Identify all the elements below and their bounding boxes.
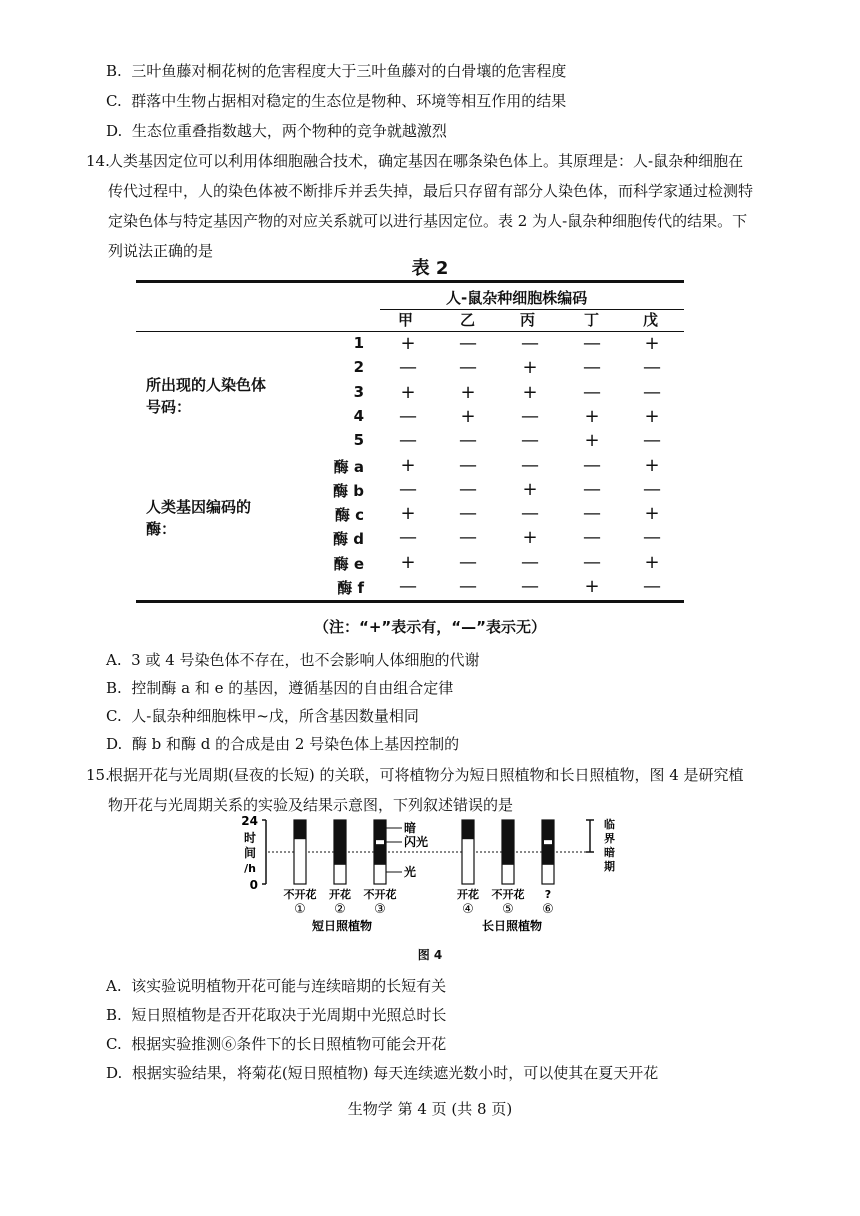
table-cell: — — [399, 405, 417, 427]
row-label: 4 — [353, 406, 364, 425]
table-cell: — — [643, 430, 661, 452]
table-cell: + — [644, 333, 660, 354]
table-cell: — — [643, 576, 661, 597]
dark-period-bar — [294, 820, 306, 839]
column-header-ding: 丁 — [584, 311, 600, 329]
table-cell: + — [400, 503, 416, 525]
q14-option-d: D. 酶 b 和酶 d 的合成是由 2 号染色体上基因控制的 — [106, 735, 460, 753]
table-note: （注：“+”表示有，“—”表示无） — [313, 618, 546, 636]
table-cell: — — [643, 381, 661, 403]
page-footer: 生物学 第 4 页 (共 8 页) — [347, 1100, 513, 1118]
table-cell: — — [399, 430, 417, 452]
q15-option-a: A. 该实验说明植物开花可能与连续暗期的长短有关 — [106, 977, 447, 995]
row-label: 酶 c — [334, 506, 364, 525]
table-cell: — — [459, 478, 477, 500]
legend-light: 光 — [404, 865, 417, 879]
column-header-bing: 丙 — [520, 311, 536, 329]
table-cell: — — [521, 454, 539, 476]
y-tick-24: 24 — [241, 814, 258, 828]
table-cell: + — [522, 357, 538, 379]
table-cell: — — [459, 503, 477, 525]
table-cell: + — [584, 405, 600, 427]
flash-mark — [544, 840, 552, 844]
dark-period-bar — [462, 820, 474, 839]
critical-label-2: 界 — [604, 832, 615, 845]
bar-result-label: 不开花 — [283, 888, 317, 901]
table-cell: — — [459, 454, 477, 476]
bar-result-label: ? — [544, 888, 552, 901]
y-label-1: 时 — [243, 831, 257, 845]
q15-option-d: D. 根据实验结果，将菊花(短日照植物) 每天连续遮光数小时，可以使其在夏天开花 — [106, 1064, 659, 1082]
table-cell: + — [400, 454, 416, 476]
q15-option-c: C. 根据实验推测⑥条件下的长日照植物可能会开花 — [106, 1035, 447, 1053]
table-cell: + — [460, 405, 476, 427]
table-cell: — — [583, 454, 601, 476]
table-cell: — — [583, 333, 601, 354]
table-cell: — — [521, 551, 539, 573]
table-cell: — — [583, 381, 601, 403]
dark-period-bar — [334, 820, 346, 865]
q13-option-c: C. 群落中生物占据相对稳定的生态位是物种、环境等相互作用的结果 — [106, 92, 567, 110]
bar-result-label: 开花 — [329, 888, 351, 901]
table-cell: — — [583, 551, 601, 573]
q15-number: 15. — [86, 766, 110, 784]
table-cell: — — [583, 527, 601, 549]
table-cell: — — [521, 576, 539, 597]
q14-option-a: A. 3 或 4 号染色体不存在，也不会影响人体细胞的代谢 — [106, 651, 480, 669]
table-cell: — — [459, 430, 477, 452]
table-cell: — — [459, 333, 477, 354]
bar-result-label: 不开花 — [491, 888, 525, 901]
row-label: 1 — [353, 334, 364, 352]
table-cell: — — [399, 478, 417, 500]
q13-option-b: B. 三叶鱼藤对桐花树的危害程度大于三叶鱼藤对的白骨壤的危害程度 — [106, 62, 567, 80]
table-cell: + — [522, 381, 538, 403]
row-label: 酶 d — [333, 530, 364, 549]
short-day-label: 短日照植物 — [311, 919, 373, 933]
table-cell: + — [644, 454, 660, 476]
y-label-2: 间 — [243, 846, 257, 860]
table-cell: — — [643, 357, 661, 379]
table-group-header: 人-鼠杂种细胞株编码 — [446, 289, 588, 307]
bar-number-label: ① — [294, 902, 306, 917]
bar-number-label: ⑤ — [502, 902, 514, 917]
column-header-jia: 甲 — [398, 311, 414, 329]
row-label: 酶 b — [333, 481, 364, 500]
critical-label-3: 暗 — [604, 846, 615, 859]
table-cell: — — [643, 527, 661, 549]
q15-stem: 根据开花与光周期(昼夜的长短) 的关联，可将植物分为短日照植物和长日照植物，图 4 是研究植 物开花与光周期关系的实验及结果示意图，下列叙述错误的是 — [108, 766, 744, 814]
table-cell: + — [400, 551, 416, 573]
table-cell: — — [399, 576, 417, 597]
group-label-chromosomes: 所出现的人染色体 号码： — [146, 376, 267, 416]
table-cell: — — [459, 576, 477, 597]
bar-number-label: ② — [334, 902, 346, 917]
table-cell: — — [583, 503, 601, 525]
flash-mark — [376, 840, 384, 844]
row-label: 酶 e — [333, 554, 364, 573]
table-cell: — — [583, 478, 601, 500]
table-cell: + — [644, 503, 660, 525]
critical-label-4: 期 — [604, 860, 615, 873]
row-label: 2 — [353, 358, 364, 377]
table-cell: + — [522, 478, 538, 500]
legend-dark: 暗 — [404, 821, 417, 835]
table-cell: + — [400, 333, 416, 354]
row-label: 酶 f — [337, 579, 364, 597]
table-cell: + — [522, 527, 538, 549]
y-label-3: /h — [244, 862, 256, 875]
table-cell: — — [399, 357, 417, 379]
row-label: 3 — [353, 382, 364, 401]
row-label: 酶 a — [333, 457, 364, 476]
bar-number-label: ④ — [462, 902, 474, 917]
y-tick-0: 0 — [249, 878, 258, 892]
table-cell: — — [521, 430, 539, 452]
column-header-yi: 乙 — [460, 311, 476, 329]
critical-label-1: 临 — [604, 818, 615, 831]
table-cell: — — [521, 333, 539, 354]
bar-result-label: 开花 — [457, 888, 479, 901]
legend-flash: 闪光 — [404, 835, 429, 849]
row-label: 5 — [353, 431, 364, 450]
column-header-wu: 戊 — [643, 311, 659, 329]
q13-option-d: D. 生态位重叠指数越大，两个物种的竞争就越激烈 — [106, 122, 447, 140]
long-day-label: 长日照植物 — [481, 919, 543, 933]
table-title: 表 2 — [411, 258, 449, 279]
table-cell: + — [584, 576, 600, 597]
bar-result-label: 不开花 — [363, 888, 397, 901]
table-cell: — — [459, 551, 477, 573]
table-cell: — — [399, 527, 417, 549]
q14-number: 14. — [86, 152, 110, 170]
table-cell: — — [643, 478, 661, 500]
dark-period-bar — [502, 820, 514, 865]
table-cell: + — [460, 381, 476, 403]
table-cell: + — [584, 430, 600, 452]
q14-stem: 人类基因定位可以利用体细胞融合技术，确定基因在哪条染色体上。其原理是：人-鼠杂种细胞在 传代过程中，人的染色体被不断排斥并丢失掉，最后只存留有部分人染色体，而科学家通过检测特 定染色体与特定基因产物的对应关系就可以进行基因定位。表 2 为人-鼠杂种细胞传代的结果。下 列说法正确的是 — [108, 152, 754, 260]
figure-caption: 图 4 — [417, 948, 443, 962]
table-cell: — — [521, 503, 539, 525]
table-cell: + — [644, 551, 660, 573]
table-cell: + — [400, 381, 416, 403]
bar-number-label: ③ — [374, 902, 386, 917]
table-cell: + — [644, 405, 660, 427]
table-cell: — — [521, 405, 539, 427]
q15-option-b: B. 短日照植物是否开花取决于光周期中光照总时长 — [106, 1006, 447, 1024]
table-cell: — — [459, 357, 477, 379]
bar-number-label: ⑥ — [542, 902, 554, 917]
table-cell: — — [583, 357, 601, 379]
table-cell: — — [459, 527, 477, 549]
q14-option-b: B. 控制酶 a 和 e 的基因，遵循基因的自由组合定律 — [106, 679, 454, 697]
group-label-enzymes: 人类基因编码的 酶： — [146, 498, 252, 538]
q14-option-c: C. 人-鼠杂种细胞株甲~戊，所含基因数量相同 — [106, 707, 419, 725]
